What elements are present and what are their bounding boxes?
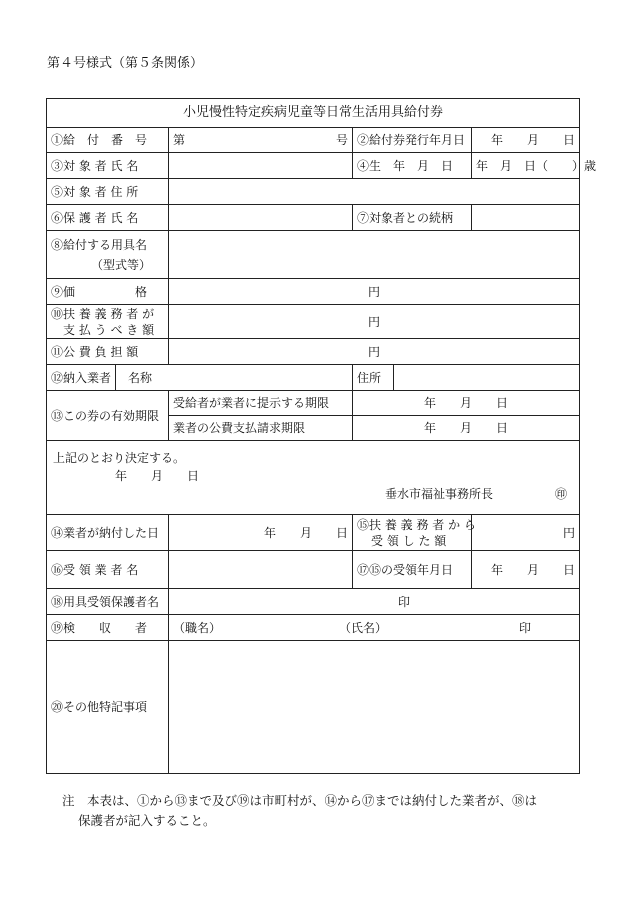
row-decision <box>47 441 580 515</box>
equipment-name-field[interactable] <box>169 231 580 279</box>
guardian-name-field[interactable] <box>169 205 353 231</box>
row-receiving-supplier <box>47 551 580 589</box>
voucher-number-prefix: 第 <box>173 133 186 147</box>
supplier-name-label: 名称 <box>128 370 153 385</box>
validity-period1-label: 受給者が業者に提示する期限 <box>169 391 353 416</box>
decision-block <box>47 441 580 515</box>
received-amount-label <box>353 515 476 551</box>
validity-label: ⑬この券の有効期限 <box>47 391 169 441</box>
equipment-name-label-line2: （型式等） <box>91 257 152 272</box>
relationship-field[interactable] <box>472 205 580 231</box>
birth-date-field[interactable]: 年 月 日（ ）歳 <box>472 153 580 179</box>
guardian-receipt-field[interactable] <box>169 589 580 615</box>
row-subject-address <box>47 179 580 205</box>
inspector-field[interactable] <box>169 615 580 641</box>
row-guardian-receipt <box>47 589 580 615</box>
voucher-number-label: ①給 付 番 号 <box>47 128 169 153</box>
validity-period2-date[interactable]: 年 月 日 <box>353 416 580 441</box>
supplier-name-field[interactable] <box>116 365 353 391</box>
subject-address-field[interactable] <box>169 179 580 205</box>
form-title: 小児慢性特定疾病児童等日常生活用具給付券 <box>47 99 580 128</box>
payable-amount-label-line1: ⑩扶 養 義 務 者 が <box>51 306 155 321</box>
row-guardian-name <box>47 205 580 231</box>
equipment-name-label-line1: ⑧給付する用具名 <box>51 237 148 252</box>
row-equipment-name <box>47 231 580 279</box>
validity-period2-label: 業者の公費支払請求期限 <box>169 416 353 441</box>
issue-date-field[interactable]: 年 月 日 <box>472 128 580 153</box>
birth-date-label: ④生 年 月 日 <box>353 153 472 179</box>
received-amount-label-line1: ⑮扶 養 義 務 者 か ら <box>357 517 476 532</box>
price-field[interactable]: 円 <box>169 279 580 305</box>
relationship-label: ⑦対象者との続柄 <box>353 205 472 231</box>
row-voucher-number <box>47 128 580 153</box>
inspector-label: ⑲検 収 者 <box>47 615 169 641</box>
received-amount-label-line2: 受 領 し た 額 <box>371 533 447 548</box>
inspector-seal: 印 <box>519 620 532 635</box>
guardian-name-label: ⑥保 護 者 氏 名 <box>47 205 169 231</box>
voucher-form <box>46 98 597 774</box>
subject-name-label: ③対 象 者 氏 名 <box>47 153 169 179</box>
receipt-date-field[interactable]: 年 月 日 <box>472 551 580 589</box>
validity-period1-date[interactable]: 年 月 日 <box>353 391 580 416</box>
supplier-label: ⑫納入業者 <box>47 365 116 391</box>
subject-address-label: ⑤対 象 者 住 所 <box>47 179 169 205</box>
row-remarks <box>47 641 580 774</box>
received-amount-field[interactable]: 円 <box>472 515 580 551</box>
row-subject-name <box>47 153 580 179</box>
payable-amount-label-line2: 支 払 う べ き 額 <box>63 322 155 337</box>
voucher-number-suffix: 号 <box>335 133 348 147</box>
guardian-receipt-label: ⑱用具受領保護者名 <box>47 589 169 615</box>
public-expense-field[interactable]: 円 <box>169 339 580 365</box>
row-payable-amount <box>47 305 580 339</box>
public-expense-label: ⑪公 費 負 担 額 <box>47 339 169 365</box>
remarks-label: ⑳その他特記事項 <box>47 641 169 774</box>
subject-name-field[interactable] <box>169 153 353 179</box>
delivery-date-field[interactable]: 年 月 日 <box>169 515 353 551</box>
row-delivery <box>47 515 580 551</box>
row-supplier <box>47 365 580 391</box>
remarks-field[interactable] <box>169 641 580 774</box>
inspector-title-label: （職名） <box>173 620 222 635</box>
payable-amount-label <box>47 305 169 339</box>
footnote <box>62 791 582 831</box>
supplier-address-field[interactable] <box>394 365 580 391</box>
row-inspector <box>47 615 580 641</box>
footnote-line2: 保護者が記入すること。 <box>78 813 216 828</box>
delivery-date-label: ⑭業者が納付した日 <box>47 515 169 551</box>
receipt-date-label: ⑰⑮の受領年月日 <box>353 551 472 589</box>
issuer-name: 垂水市福祉事務所長 <box>385 487 494 501</box>
issue-date-label: ②給付券発行年月日 <box>353 128 472 153</box>
voucher-number-field[interactable] <box>169 128 353 153</box>
row-public-expense <box>47 339 580 365</box>
issuer-seal: ㊞ <box>555 487 568 501</box>
row-price <box>47 279 580 305</box>
receiving-supplier-label: ⑯受 領 業 者 名 <box>47 551 169 589</box>
payable-amount-field[interactable]: 円 <box>169 305 580 339</box>
row-validity-1 <box>47 391 580 416</box>
footnote-line1: 注 本表は、①から⑬まで及び⑲は市町村が、⑭から⑰までは納付した業者が、⑱は <box>62 793 538 808</box>
price-label: ⑨価 格 <box>47 279 169 305</box>
form-number: 第４号様式（第５条関係） <box>47 56 204 71</box>
guardian-seal: 印 <box>398 594 411 609</box>
decision-text: 上記のとおり決定する。 <box>53 451 186 465</box>
inspector-name-label: （氏名） <box>339 620 388 635</box>
decision-date: 年 月 日 <box>115 469 200 483</box>
receiving-supplier-field[interactable] <box>169 551 353 589</box>
supplier-address-label: 住所 <box>353 365 394 391</box>
equipment-name-label <box>47 231 169 279</box>
